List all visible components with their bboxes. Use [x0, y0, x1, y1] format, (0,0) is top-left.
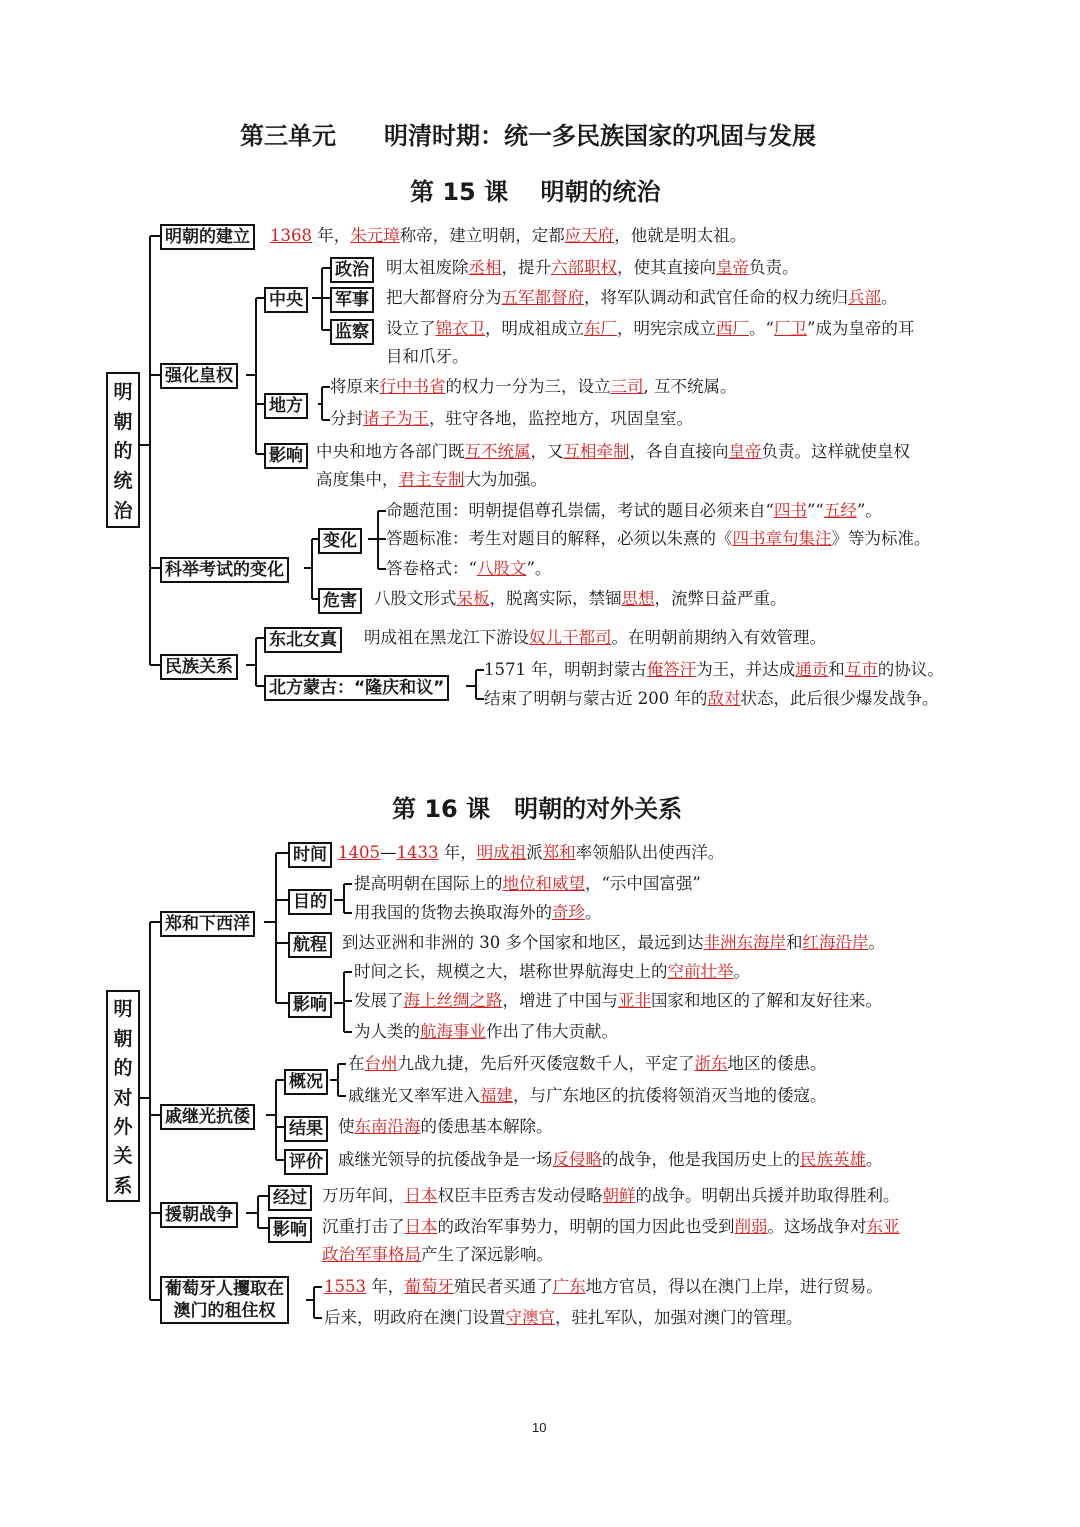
- text-segment: 提高明朝在国际上的: [354, 874, 503, 893]
- text-segment: ，将军队调动和武官任命的权力统归: [584, 288, 848, 307]
- line-route: [342, 932, 885, 954]
- keyword: 浙东: [694, 1054, 728, 1073]
- text-segment: 明太祖废除: [386, 258, 469, 277]
- root-char: 朝: [113, 1027, 133, 1050]
- line-military: [386, 287, 898, 309]
- text-segment: —: [380, 843, 397, 862]
- box-central: 中央: [264, 287, 308, 313]
- text-segment: 和: [828, 660, 845, 679]
- lesson16-title: 第 16 课 明朝的对外关系: [392, 795, 683, 823]
- text-segment: 中央和地方各部门既: [316, 442, 465, 461]
- text-segment: 。“: [749, 319, 774, 338]
- box-surveillance: 监察: [330, 319, 374, 345]
- text-segment: 。: [866, 1150, 883, 1169]
- line-change-2: [386, 528, 931, 550]
- text-segment: 年，: [366, 1277, 405, 1296]
- text-segment: 的倭患基本解除。: [420, 1117, 553, 1136]
- text-segment: ”成为皇帝的耳: [806, 319, 915, 338]
- keyword: 红海沿岸: [802, 933, 869, 952]
- keyword: 广东: [552, 1277, 586, 1296]
- box-macau: [160, 1276, 289, 1324]
- keyword: 1433: [396, 843, 439, 862]
- line-mongol-2: [484, 688, 938, 710]
- keyword: 1553: [324, 1277, 366, 1296]
- text-segment: 负责。这样就使皇权: [761, 442, 910, 461]
- line-result: [338, 1116, 553, 1138]
- keyword: 俺答汗: [646, 660, 697, 679]
- keyword: 日本: [404, 1217, 438, 1236]
- line-ming-founding: [270, 225, 746, 247]
- keyword: 民族英雄: [800, 1150, 866, 1169]
- keyword: 地位和威望: [502, 874, 585, 893]
- line-harm: [374, 588, 787, 610]
- text-segment: 分封: [330, 409, 363, 428]
- keyword: 呆板: [456, 589, 490, 608]
- keyword: 1405: [338, 843, 380, 862]
- keyword: 互市: [844, 660, 878, 679]
- line-korea-effect-2: [322, 1244, 553, 1266]
- box-route: 航程: [288, 932, 332, 958]
- keyword: 东亚: [866, 1217, 900, 1236]
- keyword: 四书: [773, 501, 807, 520]
- box-exam-change: 科举考试的变化: [160, 557, 289, 583]
- root-char: 的: [113, 1057, 133, 1080]
- keyword: 诸子为王: [363, 409, 429, 428]
- root-char: 明: [113, 380, 133, 403]
- keyword: 守澳官: [505, 1308, 555, 1327]
- text-segment: 用我国的货物去换取海外的: [354, 903, 552, 922]
- text-segment: 把大都督府分为: [386, 288, 502, 307]
- box-overview: 概况: [284, 1069, 328, 1095]
- line-change-1: [386, 500, 882, 522]
- line-assessment: [338, 1149, 883, 1171]
- text-segment: 负责。: [749, 258, 799, 277]
- text-segment: 九战九捷，先后歼灭倭寇数千人，平定了: [397, 1054, 695, 1073]
- box-zhenghe-effect: 影响: [288, 992, 332, 1018]
- keyword: 郑和: [542, 843, 576, 862]
- root-char: 统: [113, 470, 133, 493]
- text-segment: 戚继光领导的抗倭战争是一场: [338, 1150, 553, 1169]
- line-korea-effect-1: [322, 1216, 900, 1238]
- box-nvzhen: 东北女真: [264, 627, 342, 653]
- keyword: 葡萄牙: [404, 1277, 454, 1296]
- keyword: 朱元璋: [350, 226, 400, 245]
- keyword: 五经: [823, 501, 857, 520]
- text-segment: 时间之长，规模之大，堪称世界航海史上的: [354, 962, 668, 981]
- text-segment: 状态，此后很少爆发战争。: [740, 689, 939, 708]
- text-segment: 派: [526, 843, 543, 862]
- line-process: [322, 1185, 900, 1207]
- text-segment: 到达亚洲和非洲的 30 多个国家和地区，最远到达: [342, 933, 704, 952]
- line-zhenghe-effect-2: [354, 990, 882, 1012]
- text-segment: 设立了: [386, 319, 436, 338]
- line-politics: [386, 257, 799, 279]
- keyword: 丞相: [468, 258, 502, 277]
- box-purpose: 目的: [288, 889, 332, 915]
- text-segment: 。: [733, 962, 750, 981]
- text-segment: 。这场战争对: [767, 1217, 867, 1236]
- page-number: 10: [532, 1420, 547, 1435]
- line-purpose-2: [354, 902, 602, 924]
- text-segment: 命题范围：明朝提倡尊孔崇儒，考试的题目必须来自“: [386, 501, 774, 520]
- text-segment: 。在明朝前期纳入有效管理。: [611, 628, 826, 647]
- text-segment: 的权力一分为三，设立: [445, 377, 611, 396]
- text-segment: 称帝，建立明朝，定都: [399, 226, 565, 245]
- root-char: 朝: [113, 410, 133, 433]
- text-segment: 作出了伟大贡献。: [486, 1022, 618, 1041]
- line-local-2: [330, 408, 693, 430]
- text-segment: 权臣丰臣秀吉发动侵略: [437, 1186, 603, 1205]
- text-segment: 明成祖在黑龙江下游设: [364, 628, 529, 647]
- keyword: 奇珍: [552, 903, 585, 922]
- text-segment: 在: [348, 1054, 365, 1073]
- text-segment: ，流弊日益严重。: [654, 589, 787, 608]
- root-char: 的: [113, 440, 133, 463]
- text-segment: ”“: [806, 501, 824, 520]
- text-segment: 殖民者买通了: [453, 1277, 553, 1296]
- lesson15-root-box: [106, 372, 140, 528]
- line-local-1: [330, 376, 737, 398]
- text-segment: 率领船队出使西洋。: [575, 843, 725, 862]
- box-time: 时间: [288, 842, 332, 868]
- box-change: 变化: [318, 528, 362, 554]
- keyword: 台州: [364, 1054, 398, 1073]
- keyword: 非洲东海岸: [703, 933, 786, 952]
- text-segment: 答卷格式：“: [386, 559, 477, 578]
- keyword: 海上丝绸之路: [403, 991, 503, 1010]
- root-char: 对: [113, 1086, 133, 1109]
- keyword: 东厂: [584, 319, 617, 338]
- text-segment: 年，: [438, 843, 477, 862]
- line-mongol-1: [484, 659, 944, 681]
- text-segment: 使: [338, 1117, 355, 1136]
- box-result: 结果: [284, 1116, 328, 1142]
- keyword: 思想: [621, 589, 655, 608]
- box-local: 地方: [264, 393, 308, 419]
- text-segment: 后来，明政府在澳门设置: [324, 1308, 506, 1327]
- text-segment: 结束了明朝与蒙古近 200 年的: [484, 689, 708, 708]
- text-segment: 戚继光又率军进入: [348, 1086, 480, 1105]
- root-char: 治: [113, 500, 133, 523]
- text-segment: 为人类的: [354, 1022, 420, 1041]
- text-segment: 年，: [312, 226, 351, 245]
- box-mongol: 北方蒙古：“隆庆和议”: [264, 675, 449, 701]
- keyword: 行中书省: [379, 377, 446, 396]
- text-segment: 发展了: [354, 991, 404, 1010]
- text-segment: 国家和地区的了解和友好往来。: [651, 991, 882, 1010]
- unit-title: 第三单元 明清时期：统一多民族国家的巩固与发展: [240, 122, 816, 150]
- box-military: 军事: [330, 287, 374, 313]
- lesson16-root-box: [106, 990, 140, 1202]
- keyword: 皇帝: [716, 258, 749, 277]
- text-segment: 产生了深远影响。: [421, 1245, 553, 1264]
- keyword: 锦衣卫: [435, 319, 485, 338]
- lesson15-title: 第 15 课 明朝的统治: [410, 178, 661, 206]
- keyword: 福建: [480, 1086, 513, 1105]
- line-macau-2: [324, 1307, 803, 1329]
- keyword: 奴儿干都司: [529, 628, 612, 647]
- root-char: 外: [113, 1115, 133, 1138]
- keyword: 东南沿海: [354, 1117, 421, 1136]
- line-zhenghe-effect-3: [354, 1021, 618, 1043]
- text-segment: 大为加强。: [464, 470, 547, 489]
- keyword: 应天府: [564, 226, 615, 245]
- line-surveillance-1: [386, 318, 914, 340]
- keyword: 日本: [404, 1186, 438, 1205]
- line-purpose-1: [354, 873, 701, 895]
- keyword: 削弱: [734, 1217, 768, 1236]
- box-effect: 影响: [264, 443, 308, 469]
- text-segment: ，使其直接向: [617, 258, 716, 277]
- box-ming-founding: 明朝的建立: [160, 224, 255, 250]
- line-change-3: [386, 558, 551, 580]
- line-effect-2: [316, 469, 547, 491]
- keyword: 八股文: [476, 559, 527, 578]
- box-korea-war: 援朝战争: [160, 1202, 238, 1228]
- line-overview-1: [348, 1053, 827, 1075]
- keyword: 1368: [270, 226, 312, 245]
- keyword: 五军都督府: [501, 288, 584, 307]
- text-segment: ，各自直接向: [629, 442, 729, 461]
- keyword: 反侵略: [552, 1150, 602, 1169]
- box-macau-line1: 葡萄牙人攫取在: [165, 1279, 284, 1299]
- keyword: 敌对: [707, 689, 741, 708]
- text-segment: ，增进了中国与: [502, 991, 618, 1010]
- keyword: 四书章句集注: [732, 529, 832, 548]
- text-segment: ，驻守各地，监控地方，巩固皇室。: [429, 409, 693, 428]
- text-segment: 和: [786, 933, 803, 952]
- text-segment: 。: [868, 933, 885, 952]
- keyword: 互不统属: [464, 442, 531, 461]
- line-effect-1: [316, 441, 910, 463]
- keyword: 政治军事格局: [322, 1245, 421, 1264]
- text-segment: 》等为标准。: [831, 529, 931, 548]
- text-segment: ，脱离实际，禁锢: [489, 589, 622, 608]
- keyword: 君主专制: [398, 470, 465, 489]
- text-segment: 地方官员，得以在澳门上岸，进行贸易。: [585, 1277, 883, 1296]
- text-segment: ”。: [856, 501, 882, 520]
- text-segment: ，明宪宗成立: [617, 319, 716, 338]
- keyword: 航海事业: [420, 1022, 486, 1041]
- box-qi-jiguang: 戚继光抗倭: [160, 1104, 255, 1130]
- text-segment: 高度集中，: [316, 470, 399, 489]
- text-segment: 目和爪牙。: [386, 347, 469, 366]
- text-segment: ，“示中国富强”: [585, 874, 701, 893]
- keyword: 六部职权: [551, 258, 617, 277]
- box-process: 经过: [268, 1185, 312, 1211]
- line-nvzhen: [364, 627, 826, 649]
- keyword: 三司: [610, 377, 644, 396]
- text-segment: 将原来: [330, 377, 380, 396]
- root-char: 明: [113, 998, 133, 1021]
- line-zhenghe-effect-1: [354, 961, 750, 983]
- box-politics: 政治: [330, 257, 374, 283]
- line-surveillance-2: [386, 346, 469, 368]
- line-time: [338, 842, 724, 864]
- text-segment: ，驻扎军队，加强对澳门的管理。: [555, 1308, 803, 1327]
- text-segment: 为王，并达成: [696, 660, 796, 679]
- text-segment: 答题标准：考生对题目的解释，必须以朱熹的《: [386, 529, 733, 548]
- box-ethnic-relations: 民族关系: [160, 654, 238, 680]
- box-harm: 危害: [318, 588, 362, 614]
- keyword: 明成祖: [476, 843, 527, 862]
- keyword: 兵部: [848, 288, 881, 307]
- keyword: 厂卫: [773, 319, 807, 338]
- text-segment: 八股文形式: [374, 589, 457, 608]
- text-segment: 地区的倭患。: [727, 1054, 827, 1073]
- box-assessment: 评价: [284, 1149, 328, 1175]
- keyword: 亚非: [618, 991, 651, 1010]
- box-korea-effect: 影响: [268, 1217, 312, 1243]
- keyword: 通贡: [795, 660, 829, 679]
- text-segment: ，他就是明太祖。: [614, 226, 747, 245]
- box-macau-line2: 澳门的租住权: [173, 1301, 276, 1321]
- keyword: 空前壮举: [667, 962, 734, 981]
- text-segment: 万历年间，: [322, 1186, 405, 1205]
- keyword: 皇帝: [728, 442, 762, 461]
- text-segment: 的战争，他是我国历史上的: [602, 1150, 800, 1169]
- text-segment: 沉重打击了: [322, 1217, 405, 1236]
- text-segment: ，与广东地区的抗倭将领消灭当地的倭寇。: [513, 1086, 827, 1105]
- text-segment: 1571 年，明朝封蒙古: [484, 660, 647, 679]
- text-segment: ，提升: [501, 258, 551, 277]
- text-segment: ，又: [530, 442, 564, 461]
- root-char: 系: [113, 1174, 133, 1197]
- keyword: 西厂: [716, 319, 749, 338]
- text-segment: , 互不统属。: [643, 377, 737, 396]
- text-segment: 的战争。明朝出兵援并助取得胜利。: [635, 1186, 900, 1205]
- text-segment: 的协议。: [877, 660, 944, 679]
- keyword: 朝鲜: [602, 1186, 636, 1205]
- root-char: 关: [113, 1145, 133, 1168]
- box-zhenghe: 郑和下西洋: [160, 911, 255, 937]
- text-segment: 的政治军事势力，明朝的国力因此也受到: [437, 1217, 735, 1236]
- line-overview-2: [348, 1085, 827, 1107]
- keyword: 互相牵制: [563, 442, 630, 461]
- text-segment: ，明成祖成立: [485, 319, 584, 338]
- text-segment: 。: [585, 903, 602, 922]
- text-segment: ”。: [526, 559, 552, 578]
- text-segment: 。: [881, 288, 898, 307]
- line-macau-1: [324, 1276, 883, 1298]
- box-strengthen-power: 强化皇权: [160, 363, 238, 389]
